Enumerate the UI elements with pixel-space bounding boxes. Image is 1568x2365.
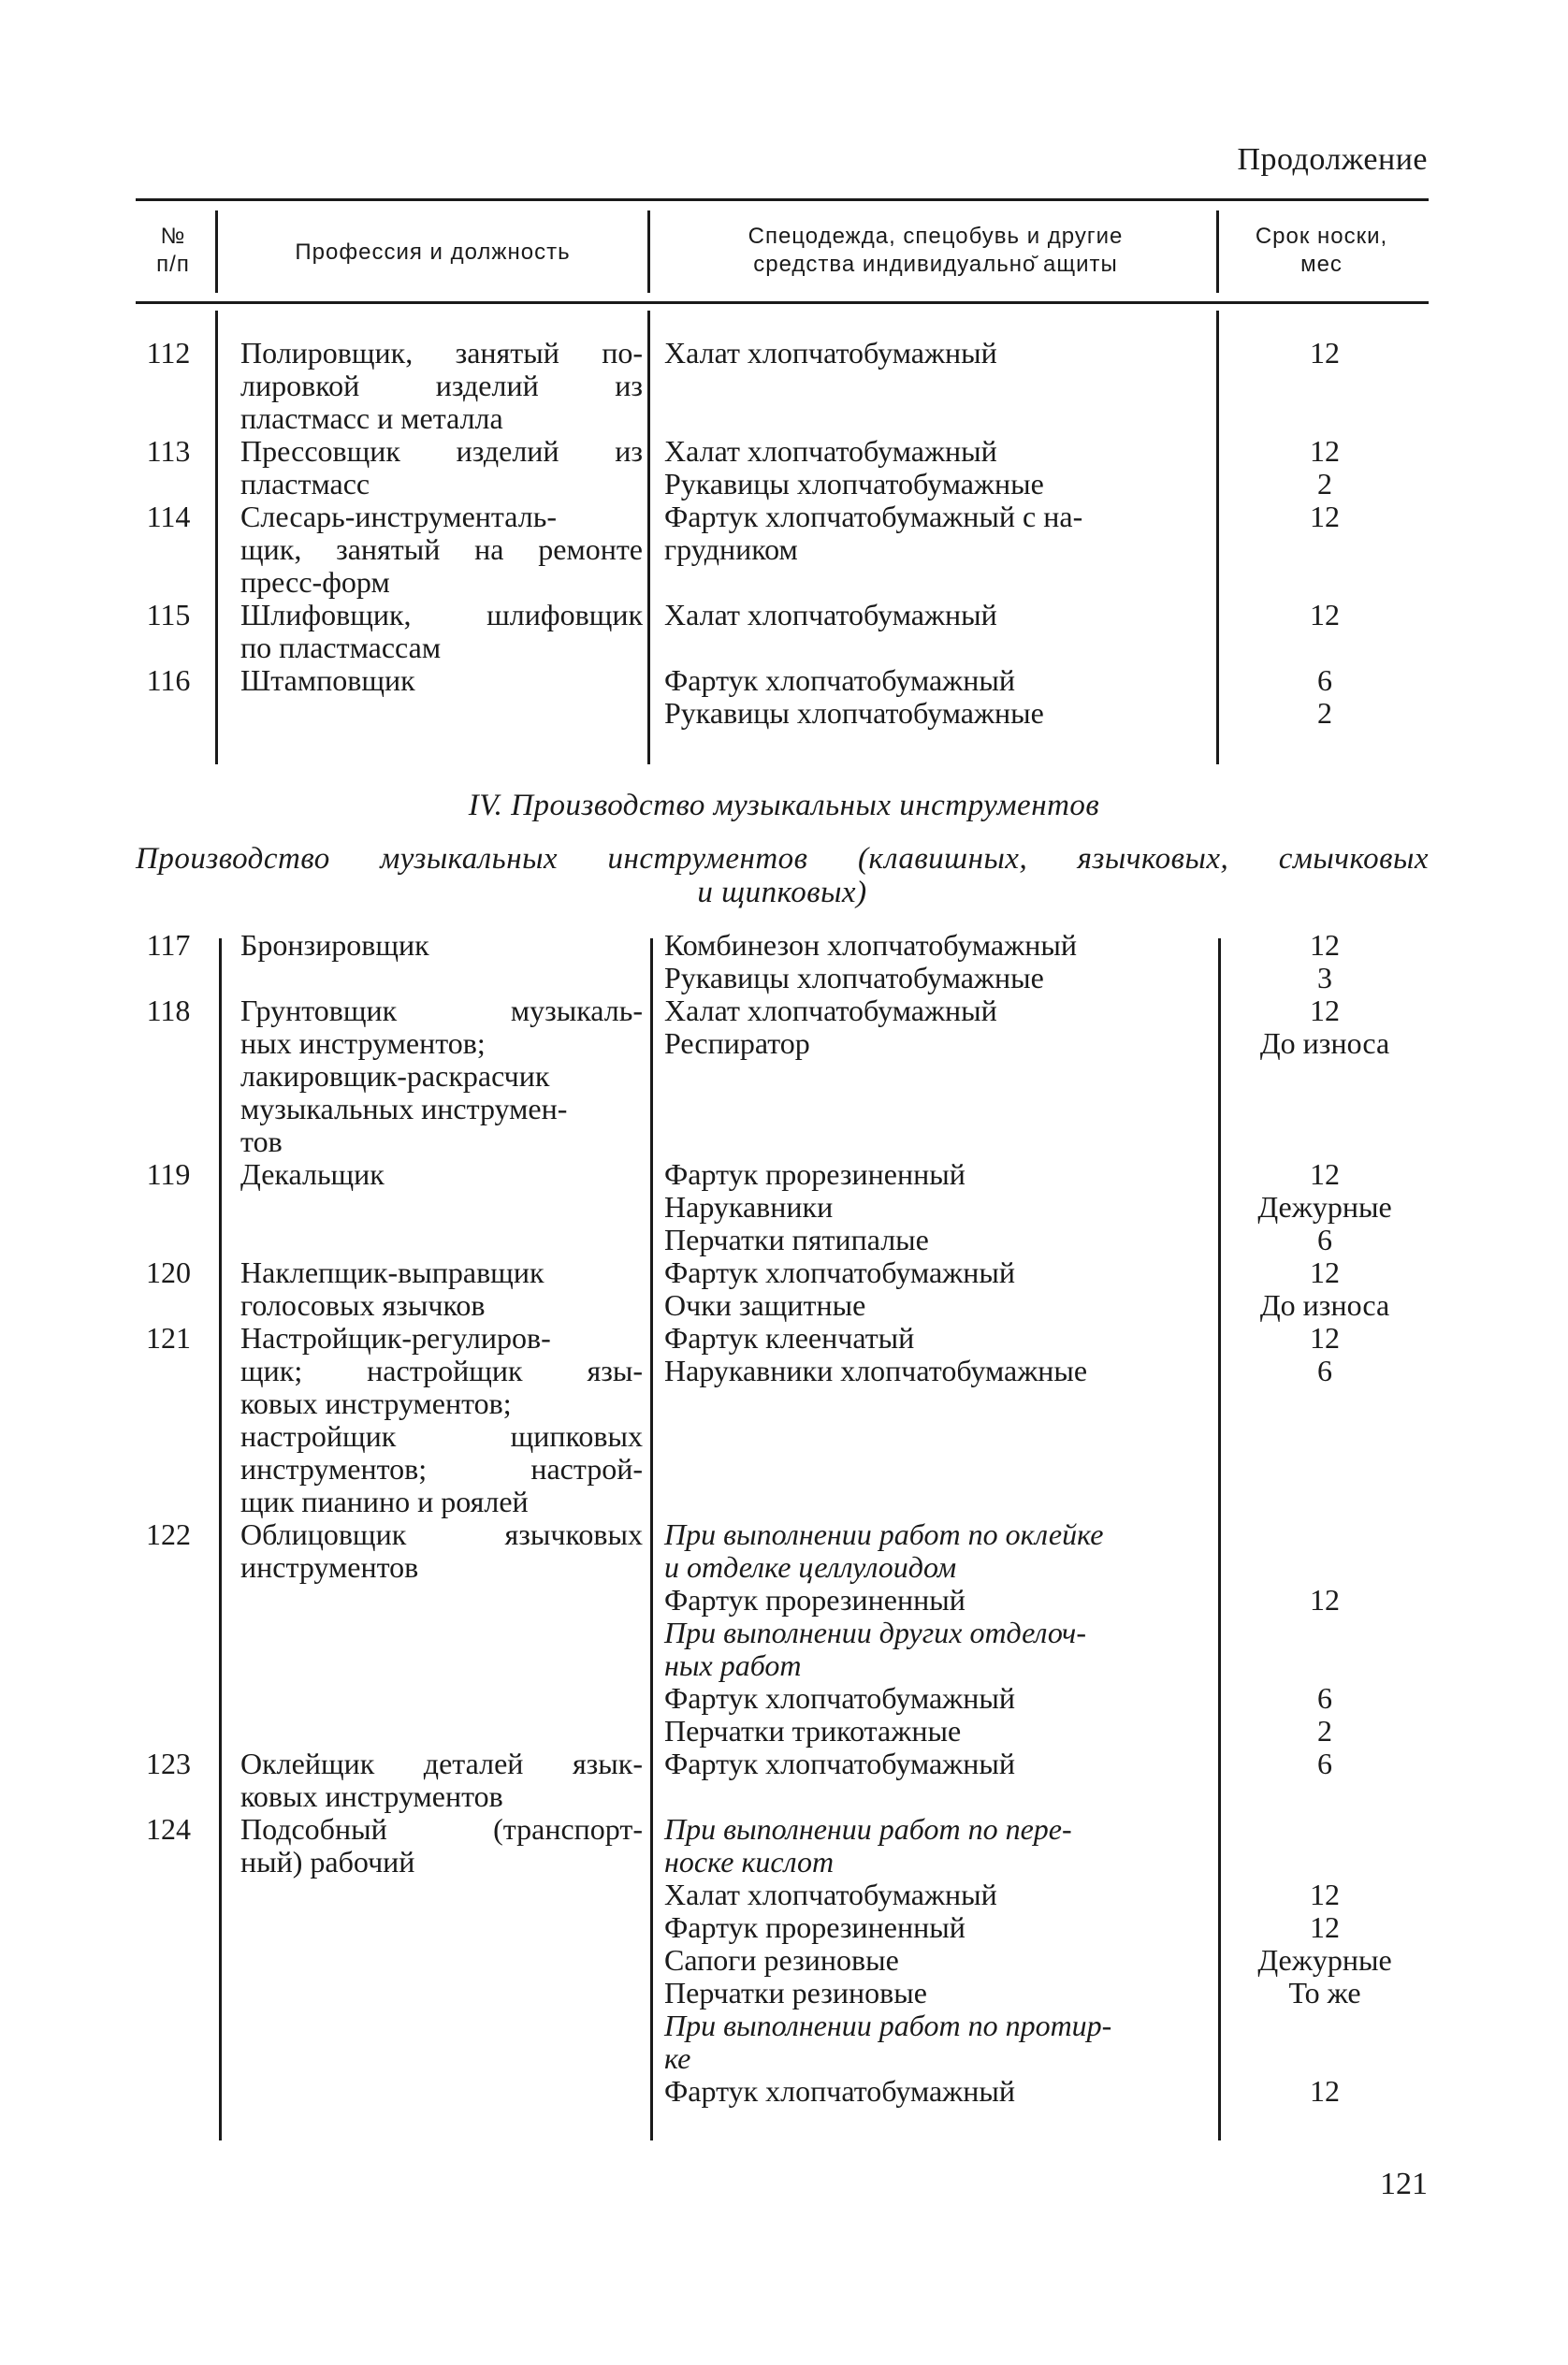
section-title: IV. Производство музыкальных инструментов	[468, 789, 1100, 822]
header-vline-3	[1216, 210, 1219, 293]
body2-vline-1	[219, 938, 222, 2140]
body2-vline-2	[650, 938, 653, 2140]
continuation-label: Продолжение	[1237, 142, 1428, 177]
page-number: 121	[1380, 2167, 1428, 2201]
header-num: № п/п	[156, 224, 190, 277]
header-vline-1	[215, 210, 218, 293]
header-vline-2	[647, 210, 650, 293]
header-items: Спецодежда, спецобувь и другие средства индивидуально̆ ащиты	[748, 224, 1124, 277]
header-bottom-rule	[136, 301, 1429, 304]
body1-vline-2	[647, 311, 650, 764]
table-top-rule	[136, 198, 1429, 201]
body1-vline-1	[215, 311, 218, 764]
header-profession: Профессия и должность	[295, 239, 571, 265]
header-term: Срок носки, мес	[1255, 224, 1388, 277]
subsection-title: Производство музыкальных инструментов (клавишных, язычковых, смычковых и щипковых)	[136, 842, 1429, 909]
